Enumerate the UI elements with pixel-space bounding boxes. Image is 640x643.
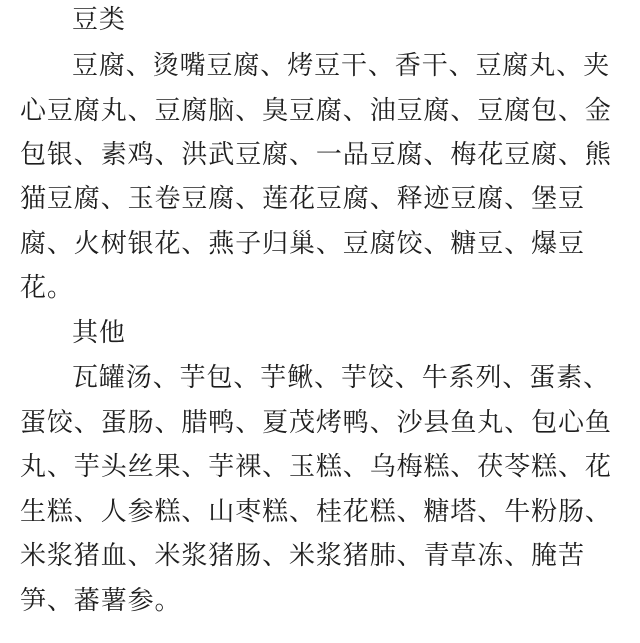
paragraph-line: 腐、火树银花、燕子归巢、豆腐饺、糖豆、爆豆 bbox=[20, 229, 585, 259]
section-heading-beans: 豆类 bbox=[72, 5, 126, 35]
paragraph-line: 瓦罐汤、芋包、芋鳅、芋饺、牛系列、蛋素、 bbox=[72, 363, 611, 393]
paragraph-line: 丸、芋头丝果、芋裸、玉糕、乌梅糕、茯苓糕、花 bbox=[20, 452, 612, 482]
section-heading-others: 其他 bbox=[72, 318, 126, 348]
paragraph-line: 包银、素鸡、洪武豆腐、一品豆腐、梅花豆腐、熊 bbox=[20, 140, 612, 170]
paragraph-line: 心豆腐丸、豆腐脑、臭豆腐、油豆腐、豆腐包、金 bbox=[20, 96, 612, 126]
paragraph-line: 米浆猪血、米浆猪肠、米浆猪肺、青草冻、腌苦 bbox=[20, 541, 585, 571]
paragraph-line: 笋、蕃薯参。 bbox=[20, 586, 182, 616]
paragraph-line: 豆腐、烫嘴豆腐、烤豆干、香干、豆腐丸、夹 bbox=[72, 51, 611, 81]
paragraph-line: 蛋饺、蛋肠、腊鸭、夏茂烤鸭、沙县鱼丸、包心鱼 bbox=[20, 408, 612, 438]
paragraph-line: 生糕、人参糕、山枣糕、桂花糕、糖塔、牛粉肠、 bbox=[20, 497, 612, 527]
paragraph-line: 花。 bbox=[20, 273, 74, 303]
paragraph-line: 猫豆腐、玉卷豆腐、莲花豆腐、释迹豆腐、堡豆 bbox=[20, 184, 585, 214]
